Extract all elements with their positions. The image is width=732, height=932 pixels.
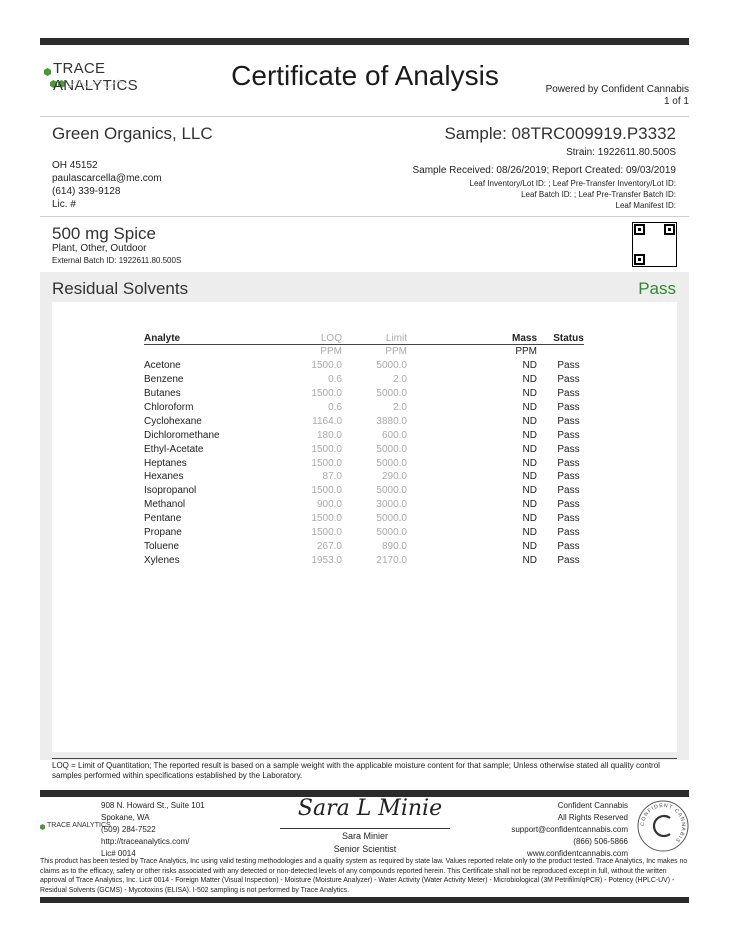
- cell-loq: 87.0: [322, 471, 342, 483]
- cell-limit: 5000.0: [376, 513, 407, 525]
- cell-loq: 0.6: [328, 374, 342, 386]
- cell-analyte: Hexanes: [144, 471, 184, 483]
- cell-loq: 1500.0: [311, 360, 342, 372]
- page-count: 1 of 1: [663, 96, 689, 107]
- mass-unit: PPM: [515, 346, 537, 358]
- cell-mass: ND: [522, 457, 537, 469]
- table-row: [144, 553, 584, 567]
- col-analyte: Analyte: [144, 332, 294, 345]
- leaf-manifest-id: Leaf Manifest ID:: [615, 201, 676, 210]
- lab-city: Spokane, WA: [101, 813, 150, 822]
- signer-name: Sara Minier: [341, 831, 388, 841]
- cc-email[interactable]: support@confidentcannabis.com: [511, 825, 628, 834]
- client-phone: (614) 339-9128: [52, 186, 121, 197]
- cell-mass: ND: [522, 554, 537, 566]
- table-row: [144, 442, 584, 456]
- cell-status: Pass: [557, 388, 580, 400]
- cell-limit: 2.0: [393, 374, 407, 386]
- section-result: Pass: [638, 279, 676, 298]
- loq-unit: PPM: [320, 346, 342, 358]
- table-row: [144, 539, 584, 553]
- cell-limit: 290.0: [381, 471, 407, 483]
- table-row: [144, 498, 584, 512]
- qr-code-icon: [632, 222, 677, 267]
- cell-analyte: Xylenes: [144, 554, 180, 566]
- footnote-rule: [52, 758, 677, 759]
- footer-logo-hex-icon: [40, 824, 45, 830]
- cell-mass: ND: [522, 415, 537, 427]
- cell-limit: 5000.0: [376, 443, 407, 455]
- cell-status: Pass: [557, 540, 580, 552]
- table-row: [144, 512, 584, 526]
- table-row: [144, 387, 584, 401]
- cell-mass: ND: [522, 429, 537, 441]
- product-name: 500 mg Spice: [52, 224, 156, 243]
- cell-loq: 180.0: [316, 429, 342, 441]
- leaf-inventory-id: Leaf Inventory/Lot ID: ; Leaf Pre-Transfer Inventory/Lot ID:: [469, 179, 676, 188]
- limit-unit: PPM: [385, 346, 407, 358]
- cell-loq: 900.0: [316, 499, 342, 511]
- table-row: [144, 456, 584, 470]
- client-license: Lic. #: [52, 199, 76, 210]
- cell-loq: 1500.0: [311, 388, 342, 400]
- cell-analyte: Benzene: [144, 374, 184, 386]
- logo-line-icon: [68, 76, 188, 96]
- cell-status: Pass: [557, 415, 580, 427]
- footer-logo-wordmark: TRACE ANALYTICS: [47, 822, 111, 829]
- unit-row: [144, 345, 584, 359]
- cell-analyte: Propane: [144, 527, 182, 539]
- powered-by: Powered by Confident Cannabis: [545, 84, 689, 95]
- header-divider: [40, 116, 689, 117]
- cell-status: Pass: [557, 443, 580, 455]
- cell-analyte: Toluene: [144, 540, 180, 552]
- cell-loq: 0.6: [328, 402, 342, 413]
- lab-url[interactable]: http://traceanalytics.com/: [101, 837, 190, 846]
- cell-limit: 890.0: [381, 540, 407, 552]
- results-table: [144, 332, 584, 567]
- cell-loq: 1500.0: [311, 443, 342, 455]
- cell-loq: 1500.0: [311, 485, 342, 497]
- cell-status: Pass: [557, 457, 580, 469]
- cell-limit: 5000.0: [376, 485, 407, 497]
- cell-mass: ND: [522, 527, 537, 539]
- client-zip: OH 45152: [52, 160, 98, 171]
- col-limit: Limit: [342, 332, 407, 345]
- cell-limit: 5000.0: [376, 388, 407, 400]
- table-row: [144, 484, 584, 498]
- cell-limit: 5000.0: [376, 360, 407, 372]
- cell-mass: ND: [522, 540, 537, 552]
- cell-limit: 3000.0: [376, 499, 407, 511]
- cell-analyte: Cyclohexane: [144, 415, 202, 427]
- client-email: paulascarcella@me.com: [52, 173, 162, 184]
- cell-mass: ND: [522, 513, 537, 525]
- signature-line: [280, 828, 450, 829]
- table-row: [144, 359, 584, 373]
- cell-status: Pass: [557, 402, 580, 413]
- table-row: [144, 428, 584, 442]
- cell-analyte: Acetone: [144, 360, 181, 372]
- table-row: [144, 414, 584, 428]
- table-row: [144, 470, 584, 484]
- logo-hex-icon: [44, 68, 51, 76]
- cell-limit: 3880.0: [376, 415, 407, 427]
- cell-mass: ND: [522, 388, 537, 400]
- lab-phone: (509) 284-7522: [101, 825, 156, 834]
- cell-status: Pass: [557, 429, 580, 441]
- cell-limit: 600.0: [381, 429, 407, 441]
- client-name: Green Organics, LLC: [52, 124, 213, 143]
- col-loq: LOQ: [294, 332, 342, 345]
- cell-analyte: Chloroform: [144, 402, 194, 413]
- cell-mass: ND: [522, 360, 537, 372]
- cell-analyte: Isopropanol: [144, 485, 197, 497]
- lab-license: Lic# 0014: [101, 849, 136, 858]
- cell-loq: 267.0: [316, 540, 342, 552]
- trace-analytics-logo: [40, 58, 190, 98]
- cell-status: Pass: [557, 360, 580, 372]
- cell-limit: 2170.0: [376, 554, 407, 566]
- confident-cannabis-seal-icon: [637, 800, 689, 852]
- cell-analyte: Pentane: [144, 513, 182, 525]
- signer-title: Senior Scientist: [333, 844, 397, 854]
- seal-text: CONFIDENT CANNABIS: [639, 802, 687, 844]
- cell-mass: ND: [522, 402, 537, 413]
- cell-status: Pass: [557, 513, 580, 525]
- cell-status: Pass: [557, 499, 580, 511]
- col-mass: Mass: [407, 332, 553, 345]
- cell-loq: 1164.0: [312, 415, 342, 427]
- cell-mass: ND: [522, 485, 537, 497]
- cc-url[interactable]: www.confidentcannabis.com: [527, 849, 628, 858]
- lab-address: 908 N. Howard St., Suite 101: [101, 801, 205, 810]
- cell-loq: 1500.0: [311, 513, 342, 525]
- cell-status: Pass: [557, 527, 580, 539]
- cell-status: Pass: [557, 485, 580, 497]
- signature: Sara L Minie: [297, 796, 443, 821]
- cell-loq: 1500.0: [311, 457, 342, 469]
- section-title: Residual Solvents: [52, 279, 189, 298]
- logo-wordmark: TRACE ANALYTICS: [53, 60, 138, 94]
- leaf-batch-id: Leaf Batch ID: ; Leaf Pre-Transfer Batch ID:: [521, 190, 676, 199]
- bottom-rule: [40, 897, 689, 903]
- cell-limit: 5000.0: [376, 527, 407, 539]
- loq-footnote: LOQ = Limit of Quantitation; The reported result is based on a sample weight with the applicable moisture content for that sample; Unless otherwise stated all quality control samples performed within specifications established by the Laboratory.: [52, 761, 660, 780]
- cell-analyte: Methanol: [144, 499, 186, 511]
- col-status: Status: [553, 332, 584, 344]
- document-title: Certificate of Analysis: [231, 60, 499, 91]
- top-rule: [40, 38, 689, 45]
- cc-rights: All Rights Reserved: [557, 813, 628, 822]
- cell-loq: 1500.0: [311, 527, 342, 539]
- cell-analyte: Butanes: [144, 388, 181, 400]
- table-row: [144, 373, 584, 387]
- sample-dates: Sample Received: 08/26/2019; Report Created: 09/03/2019: [412, 165, 676, 176]
- cell-status: Pass: [557, 471, 580, 483]
- sample-id: Sample: 08TRC009919.P3332: [444, 124, 676, 143]
- product-category: Plant, Other, Outdoor: [52, 243, 147, 254]
- cell-loq: 1953.0: [311, 554, 342, 566]
- cell-status: Pass: [557, 554, 580, 566]
- cell-status: Pass: [557, 374, 580, 386]
- cell-analyte: Ethyl-Acetate: [144, 443, 204, 455]
- cell-analyte: Dichloromethane: [144, 429, 220, 441]
- disclaimer: This product has been tested by Trace Analytics, Inc using valid testing methodologies and a quality system as required by state law. Values reported relate only to the product tested. Trace Analytics, Inc makes no claims as to the efficacy, safety or other risks associated with any detected or non-detected levels of any compounds reported herein. This Certificate shall not be reproduced except in full, without the written approval of Trace Analytics, Inc. Lic# 0014 - Foreign Matter (Visual Inspection) - Moisture (Moisture Analyzer) - Water Activity (Water Activity Meter) - Microbiological (3M Petrifilm/qPCR) - Potency (HPLC-UV) - Residual Solvents (GCMS) - Mycotoxins (ELISA). I-502 sampling is not performed by Trace Analytics.: [40, 858, 688, 894]
- cell-limit: 2.0: [393, 402, 407, 413]
- cc-phone: (866) 506-5866: [573, 837, 628, 846]
- cell-mass: ND: [522, 499, 537, 511]
- info-divider: [40, 216, 689, 217]
- sample-strain: Strain: 1922611.80.500S: [566, 147, 676, 158]
- cell-mass: ND: [522, 471, 537, 483]
- table-row: [144, 526, 584, 540]
- cell-analyte: Heptanes: [144, 457, 187, 469]
- cell-limit: 5000.0: [376, 457, 407, 469]
- cell-mass: ND: [522, 374, 537, 386]
- table-row: [144, 401, 584, 415]
- external-batch-id: External Batch ID: 1922611.80.500S: [52, 256, 182, 265]
- cell-mass: ND: [522, 443, 537, 455]
- cc-name: Confident Cannabis: [557, 801, 628, 810]
